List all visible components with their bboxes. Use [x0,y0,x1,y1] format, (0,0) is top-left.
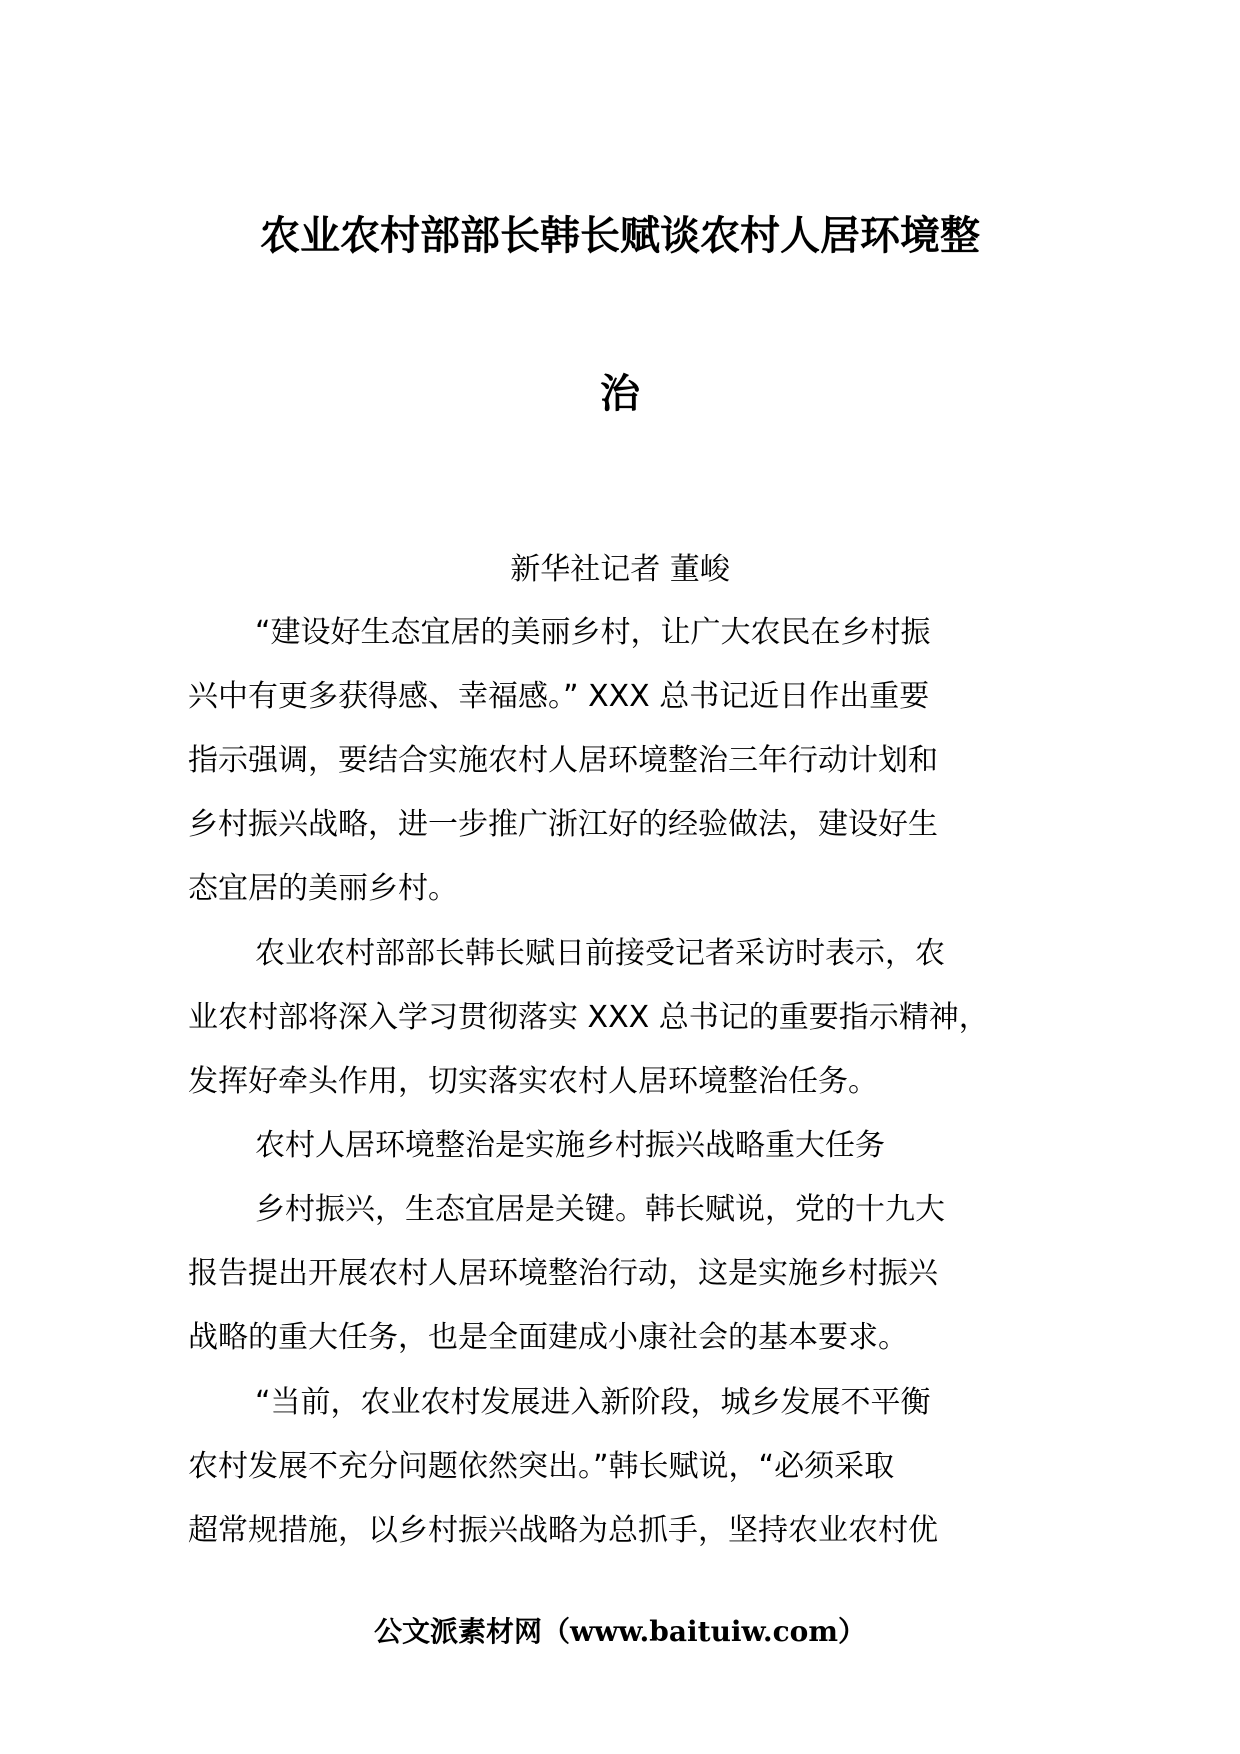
body-line: 指示强调，要结合实施农村人居环境整治三年行动计划和 [188,743,938,778]
body-line: 报告提出开展农村人居环境整治行动，这是实施乡村振兴 [188,1256,938,1291]
body-line: “当前，农业农村发展进入新阶段，城乡发展不平衡 [255,1385,931,1420]
body-line: 发挥好牵头作用，切实落实农村人居环境整治任务。 [188,1064,878,1099]
document-title-line-2: 治 [600,371,640,417]
body-line: 业农村部将深入学习贯彻落实 XXX 总书记的重要指示精神， [188,1000,989,1035]
body-line: 兴中有更多获得感、幸福感。” XXX 总书记近日作出重要 [188,679,930,714]
author-byline: 新华社记者 董峻 [510,552,730,587]
body-line: 乡村振兴战略，进一步推广浙江好的经验做法，建设好生 [188,807,938,842]
body-line: 态宜居的美丽乡村。 [188,871,458,906]
footer-source: 公文派素材网（www.baituiw.com） [374,1615,866,1648]
section-heading: 农村人居环境整治是实施乡村振兴战略重大任务 [255,1128,885,1163]
body-line: 超常规措施，以乡村振兴战略为总抓手，坚持农业农村优 [188,1513,938,1548]
body-line: 农业农村部部长韩长赋日前接受记者采访时表示，农 [255,936,945,971]
body-line: 农村发展不充分问题依然突出。”韩长赋说，“必须采取 [188,1449,895,1484]
body-line: “建设好生态宜居的美丽乡村，让广大农民在乡村振 [255,615,931,650]
document-title-line-1: 农业农村部部长韩长赋谈农村人居环境整 [260,213,980,259]
body-line: 战略的重大任务，也是全面建成小康社会的基本要求。 [188,1320,908,1355]
body-line: 乡村振兴，生态宜居是关键。韩长赋说，党的十九大 [255,1192,945,1227]
